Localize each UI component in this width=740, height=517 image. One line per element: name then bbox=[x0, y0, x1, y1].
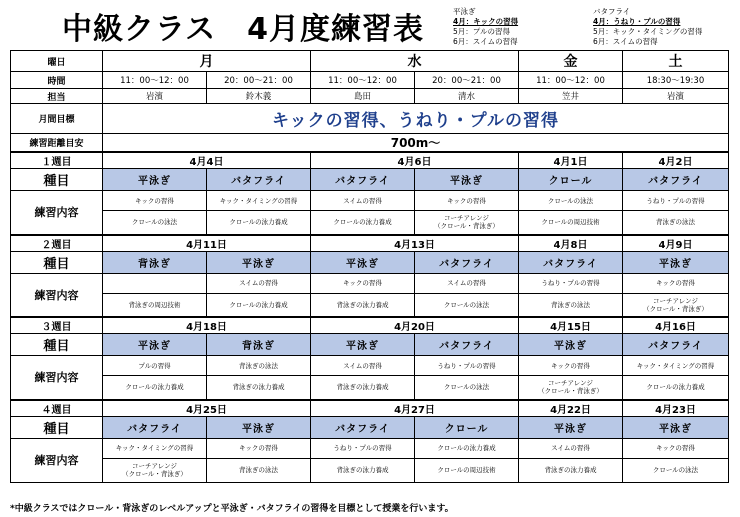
content-cell: クロールの泳力養成 bbox=[207, 211, 311, 235]
content-cell: キックの習得 bbox=[415, 191, 519, 211]
date-cell: 4月6日 bbox=[311, 152, 519, 169]
stroke-label: 種目 bbox=[11, 169, 103, 191]
content-cell: クロールの泳法 bbox=[623, 458, 729, 482]
monthly-goal: キックの習得、うねり・プルの習得 bbox=[103, 104, 729, 134]
content-row bbox=[11, 211, 729, 235]
content-cell: プルの習得 bbox=[103, 356, 207, 376]
content-cell: スイムの習得 bbox=[207, 273, 311, 293]
time-cell: 18:30〜19:30 bbox=[623, 72, 729, 89]
instructor-row bbox=[11, 89, 729, 104]
time-cell: 20：00〜21：00 bbox=[207, 72, 311, 89]
content-label: 練習内容 bbox=[11, 356, 103, 400]
content-cell: スイムの習得 bbox=[519, 438, 623, 458]
stroke-cell: バタフライ bbox=[207, 169, 311, 191]
stroke-cell: 平泳ぎ bbox=[519, 416, 623, 438]
time-row bbox=[11, 72, 729, 89]
content-cell: 背泳ぎの泳法 bbox=[519, 293, 623, 317]
content-cell: 背泳ぎの泳力養成 bbox=[519, 458, 623, 482]
stroke-row bbox=[11, 416, 729, 438]
date-cell: 4月9日 bbox=[623, 235, 729, 252]
stroke-cell: バタフライ bbox=[519, 251, 623, 273]
content-cell: 背泳ぎの泳力養成 bbox=[207, 376, 311, 400]
content-cell: キックの習得 bbox=[623, 273, 729, 293]
date-cell: 4月25日 bbox=[103, 400, 311, 417]
stroke-cell: 平泳ぎ bbox=[207, 416, 311, 438]
content-cell: コーチアレンジ （クロール・背泳ぎ） bbox=[519, 376, 623, 400]
instructor-cell: 島田 bbox=[311, 89, 415, 104]
schedule-table bbox=[10, 50, 729, 483]
content-label: 練習内容 bbox=[11, 438, 103, 482]
stroke-cell: バタフライ bbox=[415, 334, 519, 356]
content-cell: 背泳ぎの泳力養成 bbox=[311, 293, 415, 317]
note-line: 4月：うねり・プルの習得 bbox=[593, 17, 681, 26]
content-row bbox=[11, 458, 729, 482]
date-cell: 4月4日 bbox=[103, 152, 311, 169]
content-cell: クロールの泳力養成 bbox=[207, 293, 311, 317]
goal-label: 月間目標 bbox=[11, 104, 103, 134]
content-cell: クロールの泳力養成 bbox=[103, 376, 207, 400]
content-cell: クロールの泳力養成 bbox=[415, 438, 519, 458]
stroke-cell: クロール bbox=[415, 416, 519, 438]
week-label: ２週目 bbox=[11, 235, 103, 252]
week-label: ４週目 bbox=[11, 400, 103, 417]
instructor-cell: 清水 bbox=[415, 89, 519, 104]
stroke-row bbox=[11, 334, 729, 356]
note-line: 6月：スイムの習得 bbox=[453, 37, 518, 46]
week-date-row bbox=[11, 400, 729, 417]
date-cell: 4月27日 bbox=[311, 400, 519, 417]
date-cell: 4月16日 bbox=[623, 317, 729, 334]
butterfly-plan-note bbox=[593, 7, 702, 47]
stroke-cell: バタフライ bbox=[311, 416, 415, 438]
stroke-cell: バタフライ bbox=[623, 334, 729, 356]
content-cell: うねり・プルの習得 bbox=[311, 438, 415, 458]
note-line: 4月：キックの習得 bbox=[453, 17, 519, 26]
stroke-label: 種目 bbox=[11, 416, 103, 438]
stroke-cell: 背泳ぎ bbox=[103, 251, 207, 273]
stroke-row bbox=[11, 169, 729, 191]
content-cell: うねり・プルの習得 bbox=[623, 191, 729, 211]
date-cell: 4月22日 bbox=[519, 400, 623, 417]
instructor-cell: 岩濱 bbox=[623, 89, 729, 104]
content-row bbox=[11, 191, 729, 211]
content-cell: キック・タイミングの習得 bbox=[623, 356, 729, 376]
stroke-cell: バタフライ bbox=[311, 169, 415, 191]
stroke-label: 種目 bbox=[11, 251, 103, 273]
content-cell: コーチアレンジ （クロール・背泳ぎ） bbox=[623, 293, 729, 317]
stroke-cell: クロール bbox=[519, 169, 623, 191]
content-cell: 背泳ぎの泳力養成 bbox=[311, 458, 415, 482]
content-cell: キック・タイミングの習得 bbox=[207, 191, 311, 211]
content-cell: クロールの泳法 bbox=[103, 211, 207, 235]
content-row bbox=[11, 376, 729, 400]
content-row bbox=[11, 438, 729, 458]
time-cell: 11：00〜12：00 bbox=[519, 72, 623, 89]
breaststroke-plan-note bbox=[453, 7, 518, 47]
content-cell: クロールの泳力養成 bbox=[311, 211, 415, 235]
note-heading: バタフライ bbox=[593, 7, 631, 16]
instructor-cell: 鈴木義 bbox=[207, 89, 311, 104]
content-cell: 背泳ぎの泳力養成 bbox=[311, 376, 415, 400]
content-cell: キックの習得 bbox=[103, 191, 207, 211]
date-cell: 4月15日 bbox=[519, 317, 623, 334]
date-cell: 4月2日 bbox=[623, 152, 729, 169]
distance-label: 練習距離目安 bbox=[11, 134, 103, 153]
content-cell: クロールの泳法 bbox=[519, 191, 623, 211]
week-date-row bbox=[11, 317, 729, 334]
content-cell: コーチアレンジ （クロール・背泳ぎ） bbox=[415, 211, 519, 235]
time-label: 時間 bbox=[11, 72, 103, 89]
date-cell: 4月8日 bbox=[519, 235, 623, 252]
content-cell: うねり・プルの習得 bbox=[415, 356, 519, 376]
date-cell: 4月13日 bbox=[311, 235, 519, 252]
stroke-row bbox=[11, 251, 729, 273]
footer-note: *中級クラスではクロール・背泳ぎのレベルアップと平泳ぎ・バタフライの習得を目標として授業を行います。 bbox=[10, 504, 454, 514]
stroke-cell: 平泳ぎ bbox=[623, 416, 729, 438]
time-cell: 20：00〜21：00 bbox=[415, 72, 519, 89]
distance-value: 700m〜 bbox=[103, 134, 729, 153]
day-monday: 月 bbox=[103, 51, 311, 72]
stroke-cell: 平泳ぎ bbox=[207, 251, 311, 273]
stroke-cell: バタフライ bbox=[623, 169, 729, 191]
week-date-row bbox=[11, 152, 729, 169]
content-cell: クロールの泳法 bbox=[415, 376, 519, 400]
content-cell: キックの習得 bbox=[311, 273, 415, 293]
week-label: １週目 bbox=[11, 152, 103, 169]
content-row bbox=[11, 273, 729, 293]
content-cell: スイムの習得 bbox=[415, 273, 519, 293]
instructor-cell: 笠井 bbox=[519, 89, 623, 104]
instructor-label: 担当 bbox=[11, 89, 103, 104]
week-date-row bbox=[11, 235, 729, 252]
content-cell: クロールの周辺技術 bbox=[519, 211, 623, 235]
note-line: 5月：プルの習得 bbox=[453, 27, 510, 36]
content-cell bbox=[103, 273, 207, 293]
time-cell: 11：00〜12：00 bbox=[103, 72, 207, 89]
stroke-cell: 平泳ぎ bbox=[415, 169, 519, 191]
stroke-label: 種目 bbox=[11, 334, 103, 356]
content-cell: 背泳ぎの周辺技術 bbox=[103, 293, 207, 317]
date-cell: 4月1日 bbox=[519, 152, 623, 169]
date-cell: 4月18日 bbox=[103, 317, 311, 334]
content-cell: キックの習得 bbox=[207, 438, 311, 458]
content-cell: コーチアレンジ （クロール・背泳ぎ） bbox=[103, 458, 207, 482]
weekday-label: 曜日 bbox=[11, 51, 103, 72]
content-label: 練習内容 bbox=[11, 191, 103, 235]
content-cell: スイムの習得 bbox=[311, 191, 415, 211]
content-row bbox=[11, 356, 729, 376]
content-cell: スイムの習得 bbox=[311, 356, 415, 376]
note-heading: 平泳ぎ bbox=[453, 7, 476, 16]
stroke-cell: 平泳ぎ bbox=[103, 334, 207, 356]
stroke-cell: 平泳ぎ bbox=[519, 334, 623, 356]
content-row bbox=[11, 293, 729, 317]
content-cell: キック・タイミングの習得 bbox=[103, 438, 207, 458]
content-cell: クロールの周辺技術 bbox=[415, 458, 519, 482]
content-cell: キックの習得 bbox=[519, 356, 623, 376]
note-line: 5月：キック・タイミングの習得 bbox=[593, 27, 703, 36]
content-cell: 背泳ぎの泳法 bbox=[623, 211, 729, 235]
stroke-cell: バタフライ bbox=[415, 251, 519, 273]
date-cell: 4月20日 bbox=[311, 317, 519, 334]
stroke-cell: バタフライ bbox=[103, 416, 207, 438]
content-cell: 背泳ぎの泳法 bbox=[207, 458, 311, 482]
content-cell: キックの習得 bbox=[623, 438, 729, 458]
goal-row bbox=[11, 104, 729, 134]
distance-row bbox=[11, 134, 729, 153]
stroke-cell: 平泳ぎ bbox=[103, 169, 207, 191]
stroke-cell: 平泳ぎ bbox=[311, 334, 415, 356]
stroke-cell: 背泳ぎ bbox=[207, 334, 311, 356]
day-wednesday: 水 bbox=[311, 51, 519, 72]
weekday-row bbox=[11, 51, 729, 72]
note-line: 6月：スイムの習得 bbox=[593, 37, 658, 46]
time-cell: 11：00〜12：00 bbox=[311, 72, 415, 89]
day-friday: 金 bbox=[519, 51, 623, 72]
day-saturday: 土 bbox=[623, 51, 729, 72]
content-label: 練習内容 bbox=[11, 273, 103, 317]
date-cell: 4月11日 bbox=[103, 235, 311, 252]
content-cell: クロールの泳法 bbox=[415, 293, 519, 317]
content-cell: クロールの泳力養成 bbox=[623, 376, 729, 400]
week-label: ３週目 bbox=[11, 317, 103, 334]
content-cell: うねり・プルの習得 bbox=[519, 273, 623, 293]
stroke-cell: 平泳ぎ bbox=[311, 251, 415, 273]
date-cell: 4月23日 bbox=[623, 400, 729, 417]
content-cell: 背泳ぎの泳法 bbox=[207, 356, 311, 376]
page-title: 中級クラス 4月度練習表 bbox=[62, 12, 424, 47]
stroke-cell: 平泳ぎ bbox=[623, 251, 729, 273]
instructor-cell: 岩濱 bbox=[103, 89, 207, 104]
